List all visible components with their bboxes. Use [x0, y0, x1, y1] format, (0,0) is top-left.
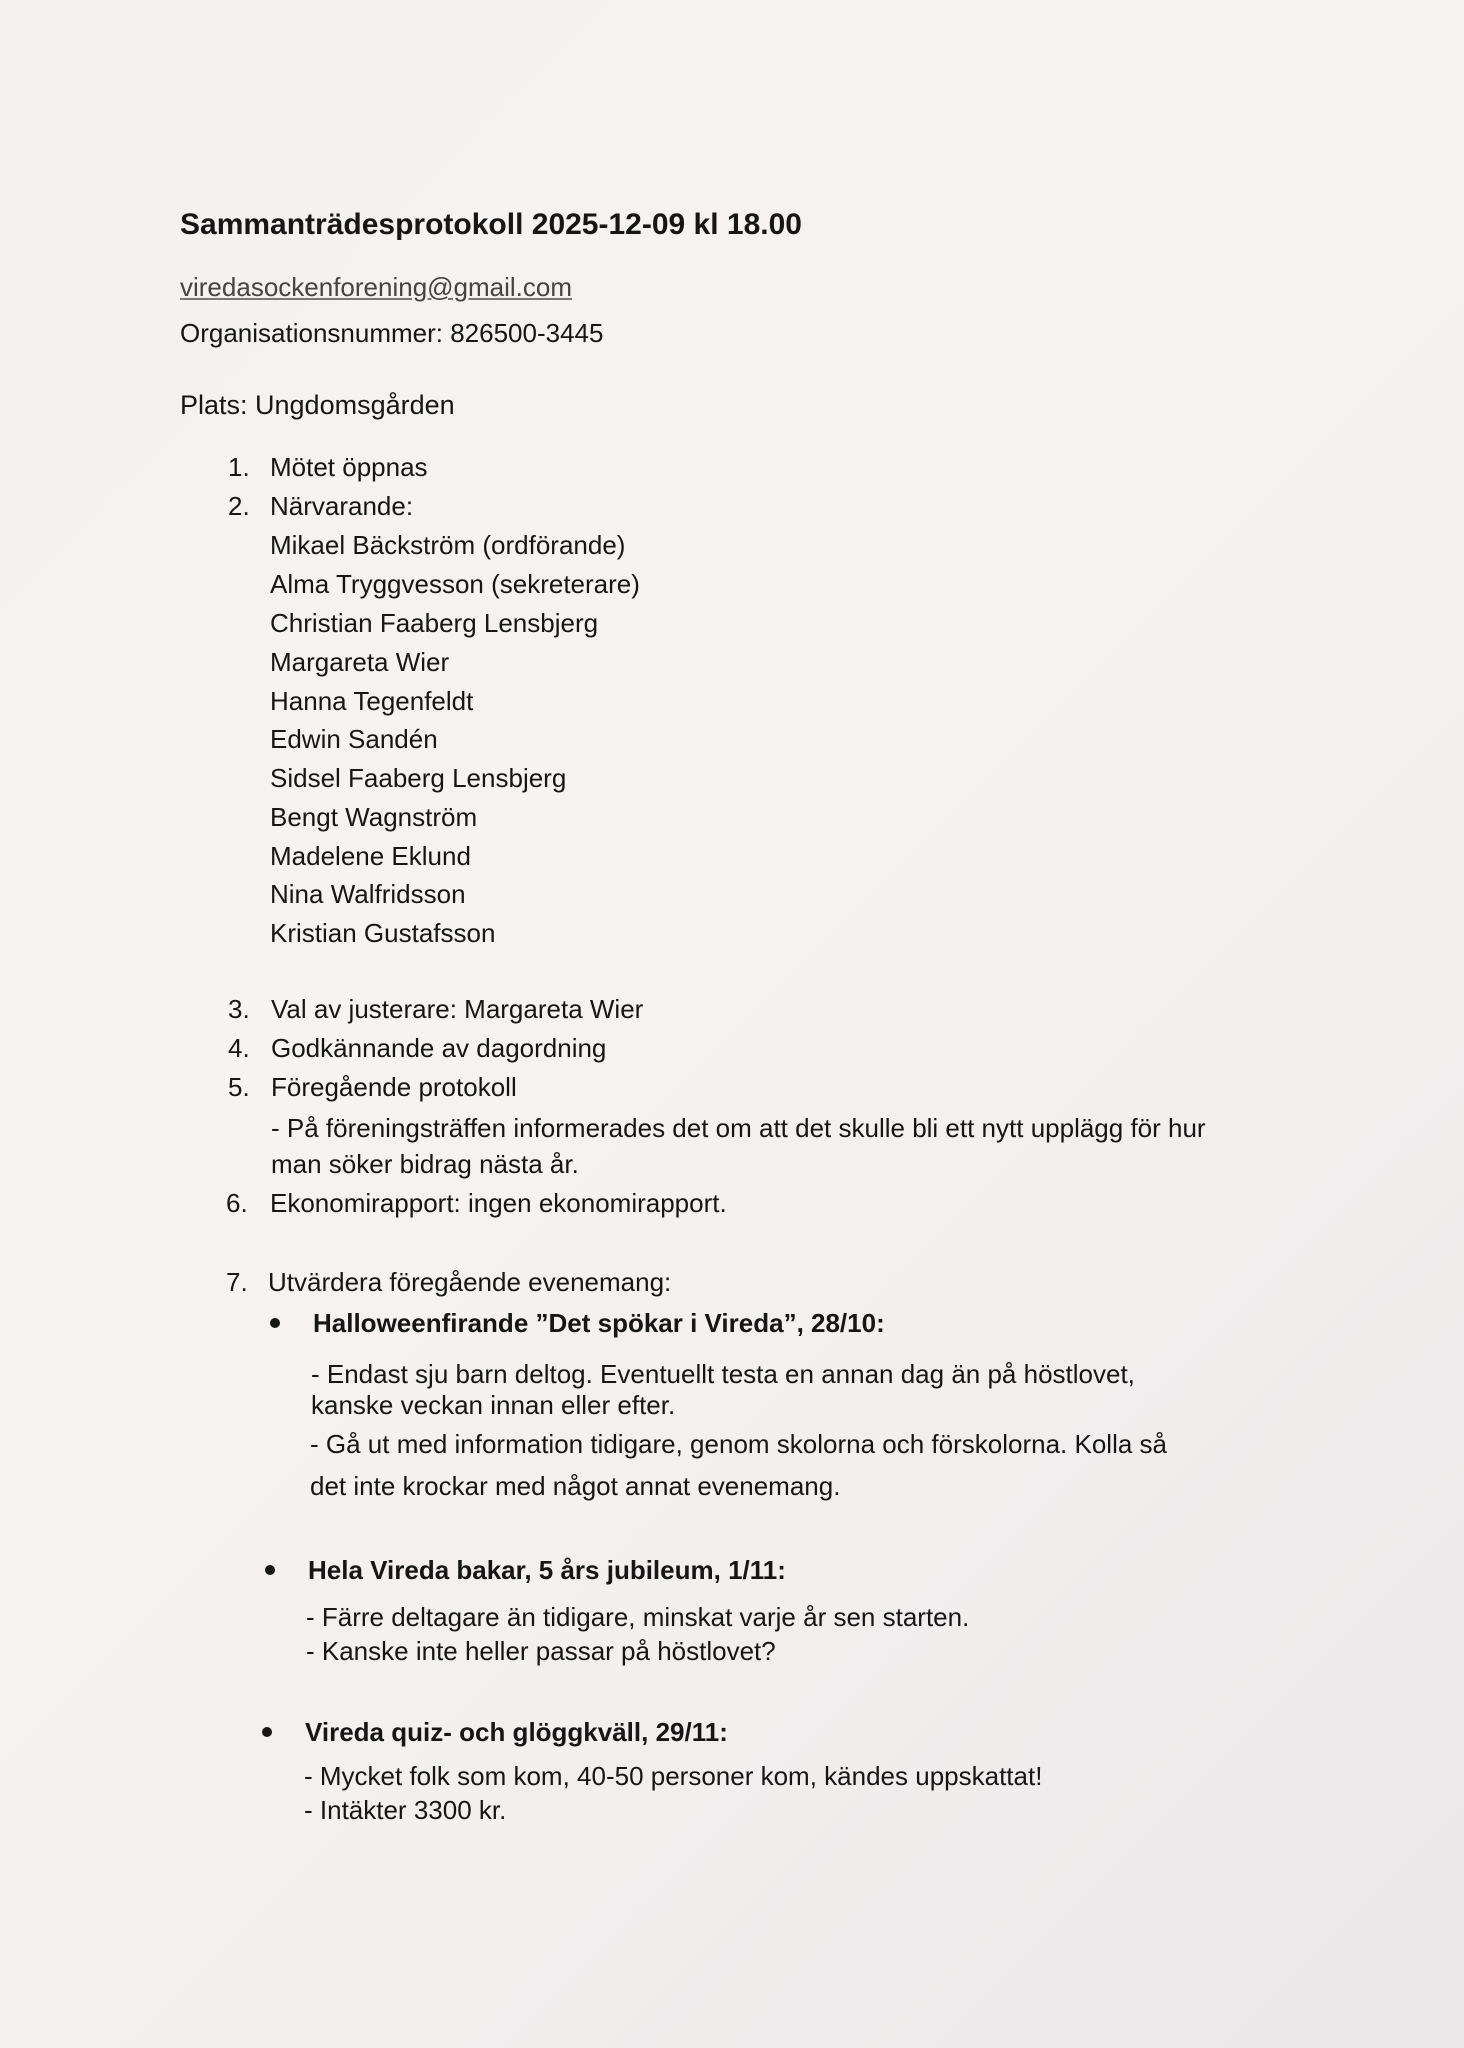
- event-title: Vireda quiz- och glöggkväll, 29/11:: [305, 1717, 728, 1747]
- item-5-note: man söker bidrag nästa år.: [271, 1149, 579, 1179]
- meeting-place: Plats: Ungdomsgården: [180, 390, 455, 420]
- agenda-item-7: Utvärdera föregående evenemang:: [268, 1267, 672, 1297]
- document-title: Sammanträdesprotokoll 2025-12-09 kl 18.00: [180, 208, 802, 241]
- event-title: Halloweenfirande ”Det spökar i Vireda”, 28/10:: [313, 1308, 885, 1338]
- event-note: - Mycket folk som kom, 40-50 personer kom, kändes uppskattat!: [304, 1761, 1043, 1791]
- bullet-icon: [265, 1565, 275, 1575]
- attendee: Margareta Wier: [270, 647, 450, 677]
- event-note: det inte krockar med något annat evenemang.: [310, 1471, 841, 1501]
- agenda-item-4: Godkännande av dagordning: [271, 1033, 607, 1063]
- event-note: - Färre deltagare än tidigare, minskat varje år sen starten.: [306, 1602, 970, 1632]
- event-note: - Intäkter 3300 kr.: [304, 1795, 507, 1825]
- attendee: Nina Walfridsson: [270, 879, 466, 909]
- attendee: Bengt Wagnström: [270, 802, 478, 832]
- agenda-item-2: Närvarande:: [270, 491, 414, 521]
- attendee: Sidsel Faaberg Lensbjerg: [270, 763, 567, 793]
- event-note: - Gå ut med information tidigare, genom skolorna och förskolorna. Kolla så: [310, 1429, 1167, 1459]
- org-number: Organisationsnummer: 826500-3445: [180, 318, 604, 348]
- agenda-item-1: Mötet öppnas: [270, 452, 428, 482]
- item-number: 2.: [228, 491, 250, 521]
- attendee: Christian Faaberg Lensbjerg: [270, 608, 599, 638]
- event-note: - Endast sju barn deltog. Eventuellt testa en annan dag än på höstlovet,: [311, 1359, 1135, 1389]
- item-number: 6.: [226, 1188, 248, 1218]
- email-link[interactable]: viredasockenforening@gmail.com: [180, 272, 573, 302]
- event-note: - Kanske inte heller passar på höstlovet?: [306, 1636, 776, 1666]
- item-5-note: - På föreningsträffen informerades det om att det skulle bli ett nytt upplägg för hur: [271, 1113, 1206, 1143]
- attendee: Kristian Gustafsson: [270, 918, 496, 948]
- bullet-icon: [262, 1727, 272, 1737]
- bullet-icon: [270, 1318, 280, 1328]
- agenda-item-3: Val av justerare: Margareta Wier: [271, 994, 644, 1024]
- attendee: Edwin Sandén: [270, 724, 438, 754]
- agenda-item-6: Ekonomirapport: ingen ekonomirapport.: [270, 1188, 727, 1218]
- event-title: Hela Vireda bakar, 5 års jubileum, 1/11:: [308, 1555, 786, 1585]
- attendee: Hanna Tegenfeldt: [270, 686, 474, 716]
- item-number: 3.: [228, 994, 250, 1024]
- attendee: Alma Tryggvesson (sekreterare): [270, 569, 640, 599]
- event-note: kanske veckan innan eller efter.: [311, 1390, 676, 1420]
- agenda-item-5: Föregående protokoll: [271, 1072, 517, 1102]
- attendee: Mikael Bäckström (ordförande): [270, 530, 626, 560]
- item-number: 7.: [226, 1267, 248, 1297]
- item-number: 1.: [228, 452, 250, 482]
- item-number: 5.: [228, 1072, 250, 1102]
- attendee: Madelene Eklund: [270, 841, 471, 871]
- item-number: 4.: [228, 1033, 250, 1063]
